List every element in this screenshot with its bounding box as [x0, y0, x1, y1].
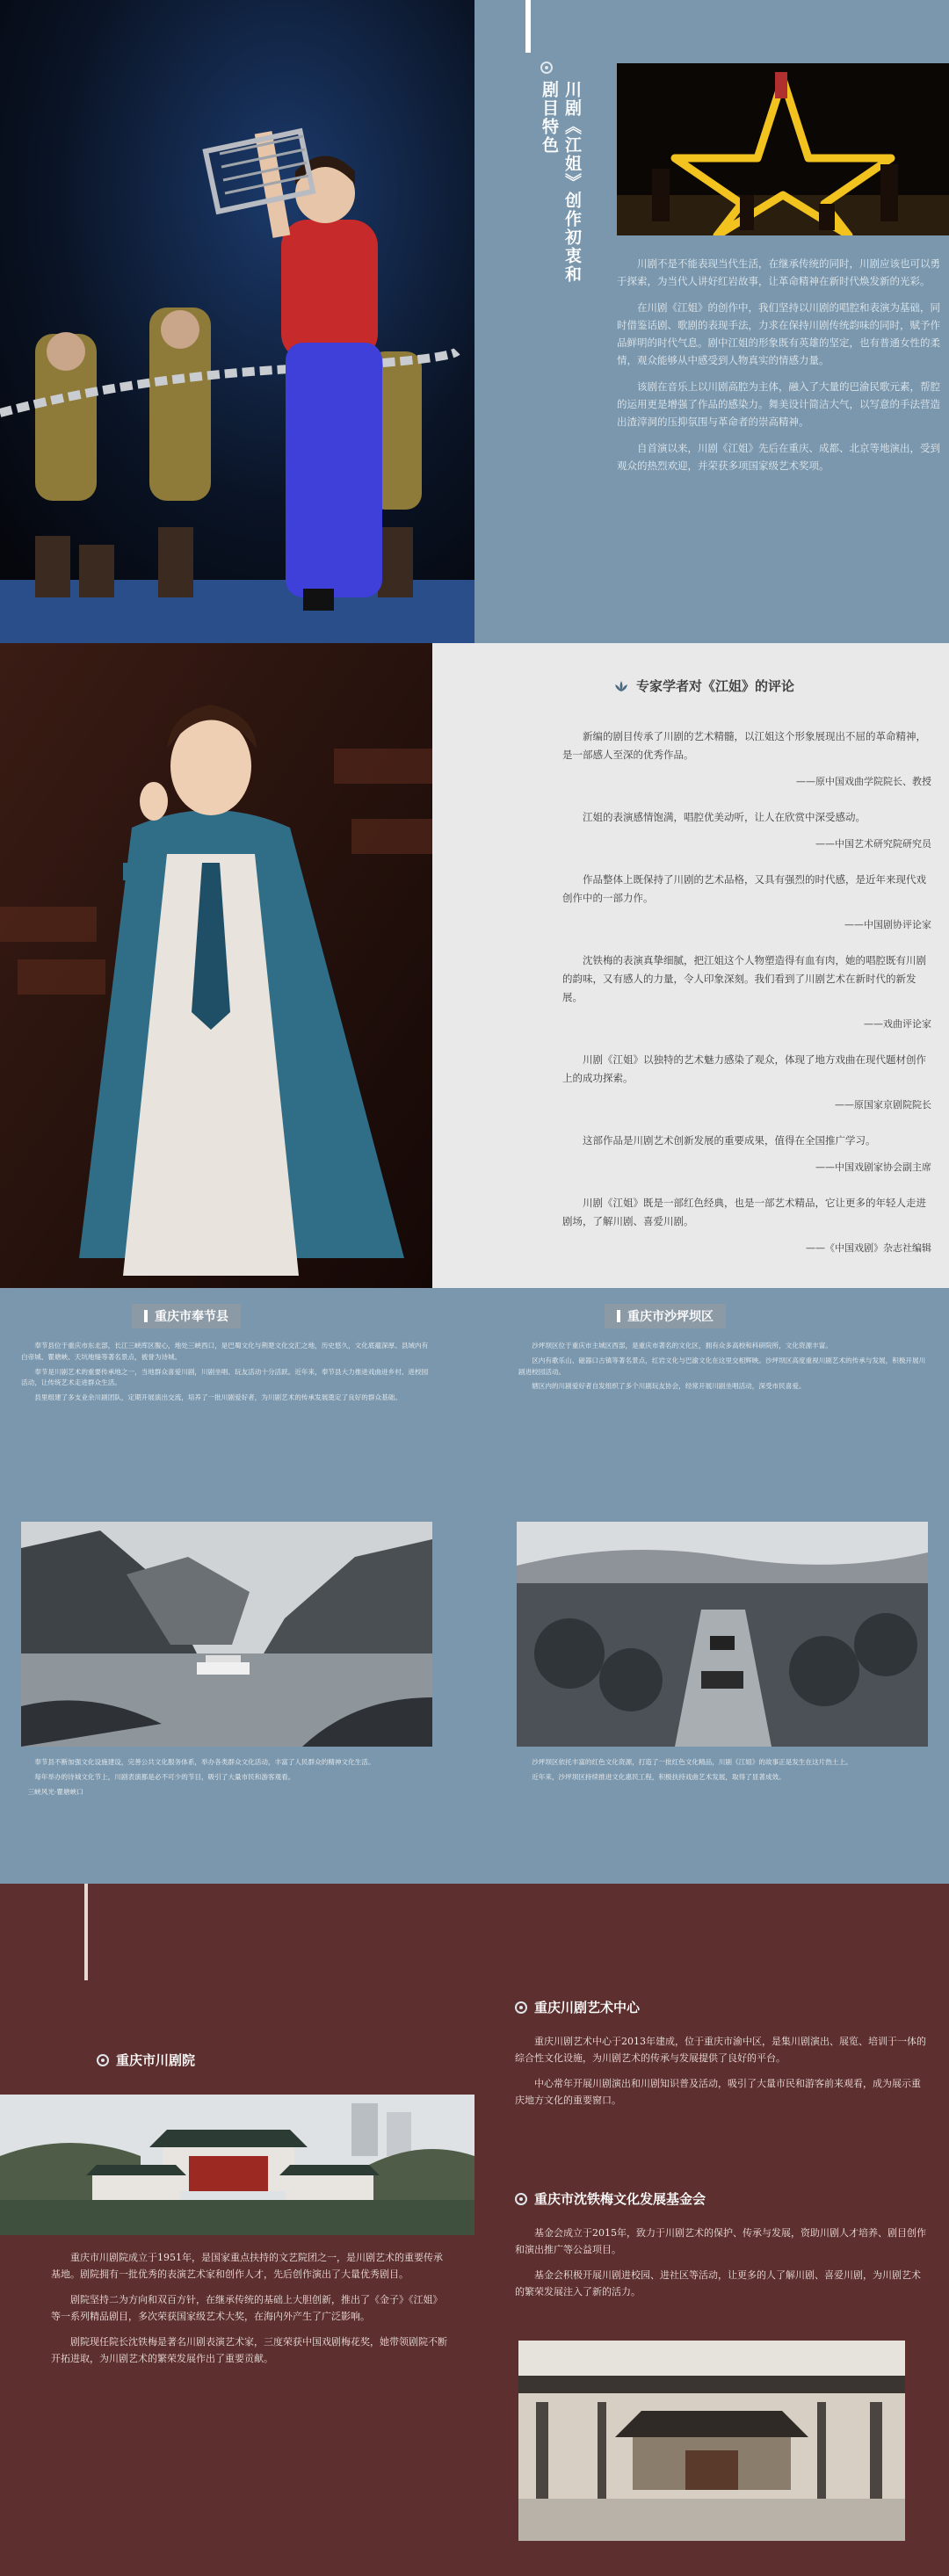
photo-stage-jiangjie-chains: [0, 0, 474, 643]
paragraph: 重庆市川剧院成立于1951年，是国家重点扶持的文艺院团之一，是川剧艺术的重要传承基地。剧院拥有一批优秀的表演艺术家和创作人才，先后创作演出了大量优秀剧目。: [51, 2252, 443, 2280]
tag-fengjie: [132, 1304, 241, 1328]
comment: [562, 1194, 931, 1257]
tag-label: 重庆市奉节县: [155, 1310, 228, 1324]
paragraph: 重庆川剧艺术中心于2013年建成，位于重庆市渝中区，是集川剧演出、展览、培训于一体的综合性文化设施，为川剧艺术的传承与发展提供了良好的平台。: [515, 2036, 926, 2064]
page-2: [0, 643, 949, 1288]
paragraph: 川剧不是不能表现当代生活，在继承传统的同时，川剧应该也可以勇于探索，为当代人讲好红岩故事，让革命精神在新时代焕发新的光彩。: [617, 257, 940, 287]
paragraph: 每年举办的诗城文化节上，川剧表演都是必不可少的节目，吸引了大量市民和游客观看。: [34, 1772, 295, 1781]
circle-icon: [515, 2001, 527, 2014]
right-section-heading-2: [515, 2189, 706, 2208]
art-center-text: [515, 2033, 928, 2117]
section-heading: [613, 677, 794, 695]
photo-courtyard: [518, 2341, 905, 2541]
comment-text: 这部作品是川剧艺术创新发展的重要成果，值得在全国推广学习。: [583, 1134, 876, 1147]
photo-gele-mountain: [517, 1522, 928, 1747]
comment-text: 江姐的表演感情饱满，唱腔优美动听，让人在欣赏中深受感动。: [583, 811, 866, 823]
comment-text: 新编的剧目传承了川剧的艺术精髓，以江姐这个形象展现出不屈的革命精神，是一部感人至深的优秀作品。: [562, 730, 926, 761]
comment-text: 作品整体上既保持了川剧的艺术品格，又具有强烈的时代感，是近年来现代戏创作中的一部力作。: [562, 873, 926, 904]
section-title: 重庆川剧艺术中心: [534, 2000, 641, 2015]
comment: [562, 808, 931, 853]
page-title: 川剧《江姐》创作初衷和剧目特色: [540, 81, 582, 284]
paragraph: 奉节是川剧艺术的重要传承地之一，当地群众喜爱川剧，川剧坐唱、玩友活动十分活跃。近年来，奉节县大力推进戏曲进乡村、进校园活动，让传统艺术走进群众生活。: [21, 1367, 429, 1387]
tag-shapingba: [605, 1304, 726, 1328]
comment-signature: ——原中国戏曲学院院长、教授: [796, 776, 931, 787]
paragraph: 辖区内的川剧爱好者自发组织了多个川剧玩友协会，经常开展川剧坐唱活动，深受市民喜爱。: [532, 1382, 806, 1391]
title-vertical: [536, 62, 582, 299]
accent-line: [525, 0, 531, 53]
paragraph: 剧院坚持二为方向和双百方针，在继承传统的基础上大胆创新，推出了《金子》《江姐》等一系列精品剧目，多次荣获国家级艺术大奖，在海内外产生了广泛影响。: [51, 2294, 443, 2322]
comments-list: [562, 727, 931, 1275]
section-title: 重庆市沈铁梅文化发展基金会: [534, 2191, 706, 2207]
comment-signature: ——中国戏剧家协会副主席: [815, 1161, 931, 1173]
paragraph: 沙坪坝区位于重庆市主城区西部，是重庆市著名的文化区，拥有众多高校和科研院所，文化资源丰富。: [532, 1342, 832, 1350]
section-title: 专家学者对《江姐》的评论: [636, 678, 795, 694]
photo-caption: 三峡风光·瞿塘峡口: [27, 1787, 83, 1796]
paragraph: 基金会积极开展川剧进校园、进社区等活动，让更多的人了解川剧、喜爱川剧，为川剧艺术的繁荣发展注入了新的活力。: [515, 2269, 921, 2297]
comment-text: 川剧《江姐》以独特的艺术魅力感染了观众，体现了地方戏曲在现代题材创作上的成功探索。: [562, 1053, 926, 1084]
right-section-heading-1: [515, 1998, 640, 2016]
paragraph: 剧院现任院长沈铁梅是著名川剧表演艺术家，三度荣获中国戏剧梅花奖，她带领剧院不断开拓进取，为川剧艺术的繁荣发展作出了重要贡献。: [51, 2336, 447, 2364]
shapingba-text-top: [518, 1341, 928, 1396]
accent-line: [84, 1884, 88, 1980]
comment: [562, 727, 931, 791]
paragraph: 奉节县不断加强文化设施建设，完善公共文化服务体系，举办各类群众文化活动，丰富了人民群众的精神文化生活。: [34, 1758, 375, 1766]
paragraph: 基金会成立于2015年，致力于川剧艺术的保护、传承与发展，资助川剧人才培养、剧目创作和演出推广等公益项目。: [515, 2227, 926, 2255]
tag-label: 重庆市沙坪坝区: [627, 1310, 714, 1324]
shapingba-text-bottom: [518, 1757, 928, 1787]
section-title: 重庆市川剧院: [116, 2052, 196, 2068]
page-3: [0, 1288, 949, 1884]
bar-icon: [617, 1310, 620, 1322]
paragraph: 自首演以来，川剧《江姐》先后在重庆、成都、北京等地演出，受到观众的热烈欢迎，并荣获多项国家级艺术奖项。: [617, 442, 940, 472]
bar-icon: [144, 1310, 148, 1322]
comment-signature: ——原国家京剧院院长: [835, 1099, 931, 1111]
paragraph: 奉节县位于重庆市东北部，长江三峡库区腹心，地处三峡西口，是巴蜀文化与荆楚文化交汇之地，历史悠久，文化底蕴深厚。县域内有白帝城、瞿塘峡、天坑地缝等著名景点，被誉为诗城。: [21, 1342, 429, 1361]
comment: [562, 871, 931, 934]
comment-signature: ——《中国戏剧》杂志社编辑: [806, 1242, 931, 1254]
paragraph: 沙坪坝区依托丰富的红色文化资源，打造了一批红色文化精品，川剧《江姐》的故事正是发生在这片热土上。: [532, 1758, 852, 1766]
body-text: [617, 255, 944, 483]
foundation-text: [515, 2225, 928, 2309]
comment-signature: ——戏曲评论家: [864, 1018, 931, 1030]
comment: [562, 1132, 931, 1176]
comment: [562, 1051, 931, 1114]
paragraph: 该剧在音乐上以川剧高腔为主体，融入了大量的巴渝民歌元素，帮腔的运用更是增强了作品的感染力。舞美设计简洁大气，以写意的手法营造出渣滓洞的压抑氛围与革命者的崇高精神。: [617, 380, 940, 428]
comment-text: 川剧《江姐》既是一部红色经典，也是一部艺术精品，它让更多的年轻人走进剧场，了解川剧、喜爱川剧。: [562, 1197, 926, 1227]
photo-three-gorges: [21, 1522, 432, 1747]
opera-house-text: [51, 2249, 448, 2376]
paragraph: 近年来，沙坪坝区持续推进文化惠民工程，积极扶持戏曲艺术发展，取得了显著成效。: [532, 1772, 786, 1781]
photo-chongqing-opera-house: [0, 2095, 474, 2235]
circle-icon: [515, 2193, 527, 2205]
fengjie-text-top: [21, 1341, 431, 1407]
left-section-heading: [97, 2051, 195, 2069]
photo-stage-star: [617, 63, 949, 235]
comment-text: 沈铁梅的表演真挚细腻，把江姐这个人物塑造得有血有肉，她的唱腔既有川剧的韵味，又有感人的力量，令人印象深刻。我们看到了川剧艺术在新时代的新发展。: [562, 954, 926, 1003]
lotus-icon: [613, 680, 629, 692]
paragraph: 在川剧《江姐》的创作中，我们坚持以川剧的唱腔和表演为基础，同时借鉴话剧、歌剧的表现手法，力求在保持川剧传统韵味的同时，赋予作品鲜明的时代气息。剧中江姐的形象既有英雄的坚定，也有普通女性的柔情，观众能够从中感受到人物真实的情感力量。: [617, 301, 940, 366]
photo-jiangjie-portrait: [0, 643, 432, 1288]
paragraph: 区内有歌乐山、磁器口古镇等著名景点，红岩文化与巴渝文化在这里交相辉映。沙坪坝区高度重视川剧艺术的传承与发展，积极开展川剧进校园活动。: [518, 1356, 926, 1376]
comment: [562, 952, 931, 1033]
page-4: [0, 1884, 949, 2576]
circle-icon: [540, 62, 553, 74]
page-1: [0, 0, 949, 643]
fengjie-text-bottom: [21, 1757, 431, 1801]
comment-signature: ——中国剧协评论家: [844, 919, 931, 930]
paragraph: 中心常年开展川剧演出和川剧知识普及活动，吸引了大量市民和游客前来观看，成为展示重庆地方文化的重要窗口。: [515, 2078, 921, 2106]
paragraph: 县里组建了多支业余川剧团队，定期开展演出交流，培养了一批川剧爱好者，为川剧艺术的传承发展奠定了良好的群众基础。: [34, 1393, 402, 1402]
comment-signature: ——中国艺术研究院研究员: [815, 838, 931, 850]
circle-icon: [97, 2054, 109, 2066]
